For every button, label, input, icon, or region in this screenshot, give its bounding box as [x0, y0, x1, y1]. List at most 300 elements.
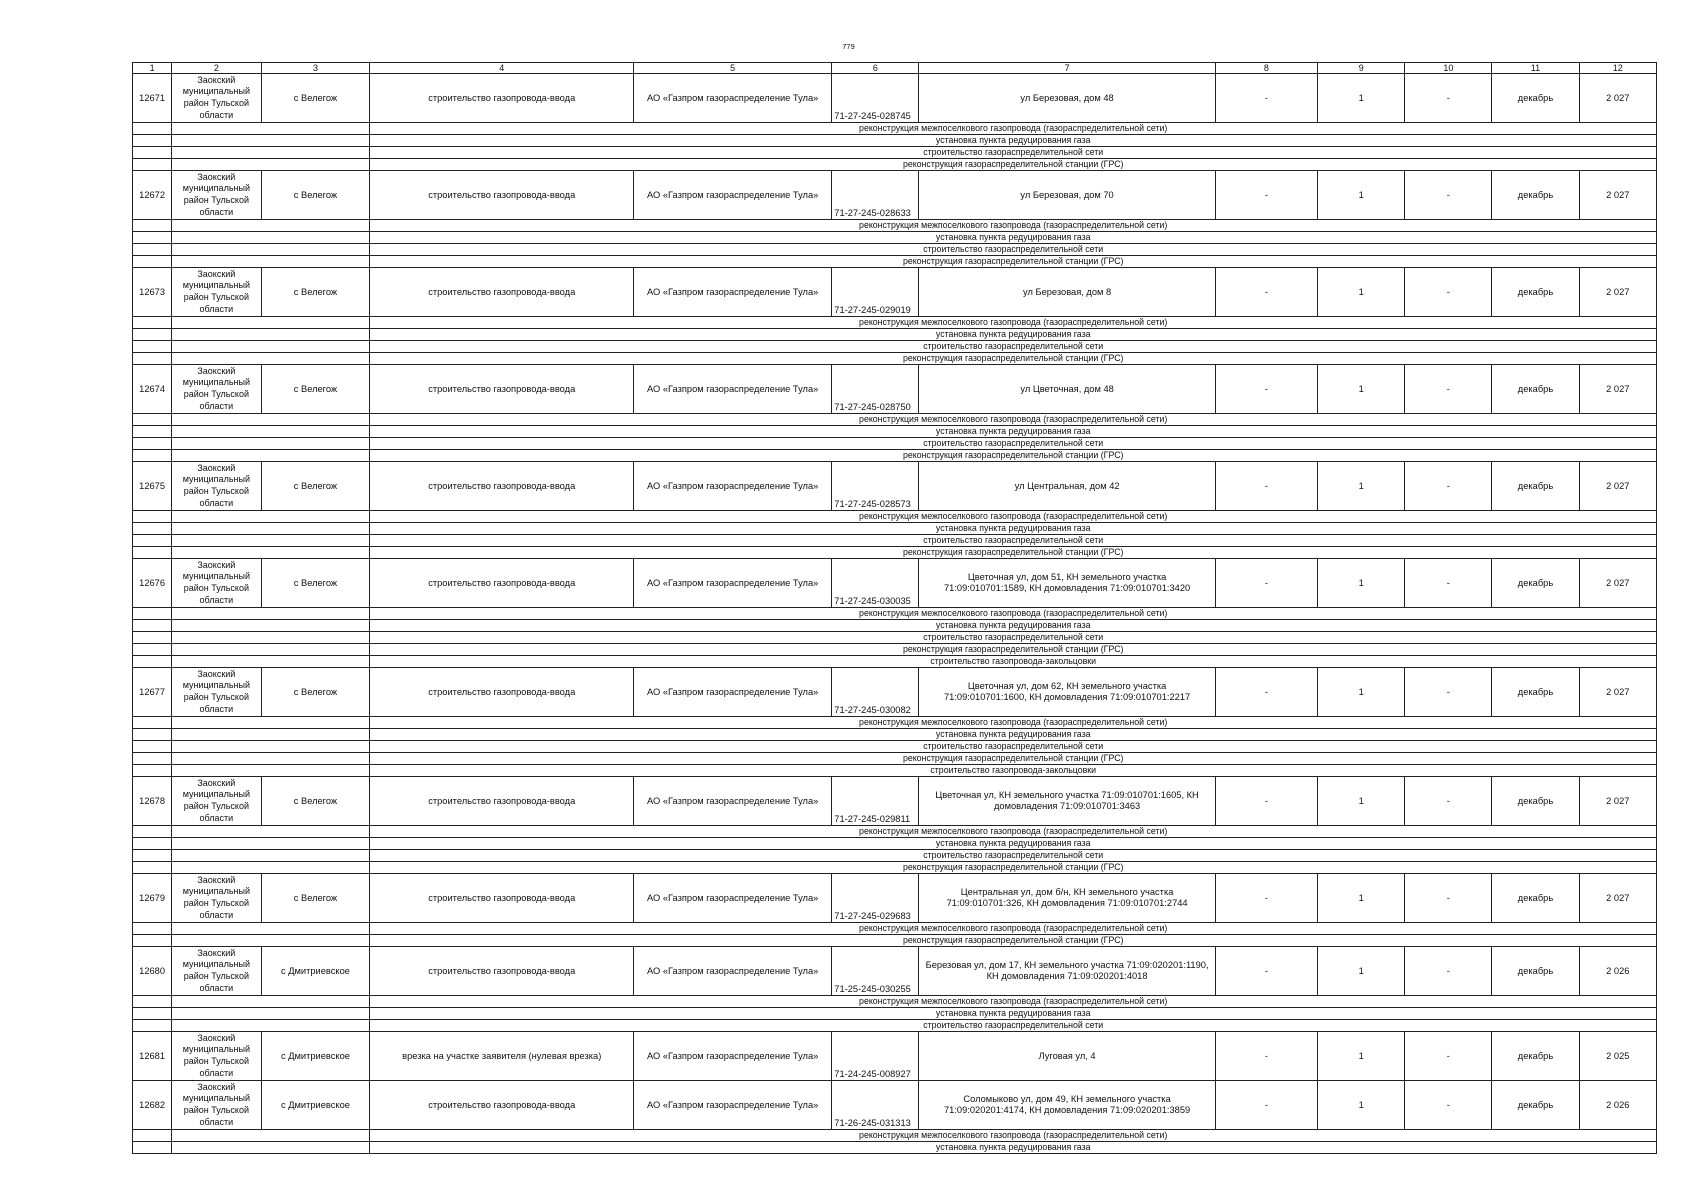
empty-cell	[172, 729, 370, 741]
municipality-cell: Заокский муниципальный район Тульской области	[172, 1081, 261, 1130]
empty-cell	[172, 826, 370, 838]
sub-work-label: реконструкция межпоселкового газопровода (газораспределительной сети)	[370, 317, 1657, 329]
sub-work-row	[133, 850, 1657, 862]
empty-cell	[133, 935, 172, 947]
empty-cell	[172, 353, 370, 365]
sub-work-label: строительство газораспределительной сети	[370, 632, 1657, 644]
year-cell: 2 027	[1579, 559, 1656, 608]
empty-cell	[172, 717, 370, 729]
organization-cell: АО «Газпром газораспределение Тула»	[634, 268, 832, 317]
column-8-cell: -	[1215, 874, 1317, 923]
empty-cell	[133, 1130, 172, 1142]
sub-work-row	[133, 620, 1657, 632]
column-number: 8	[1215, 63, 1317, 74]
empty-cell	[133, 523, 172, 535]
table-row	[133, 1032, 1657, 1081]
object-code-cell: 71-27-245-030082	[832, 668, 919, 717]
empty-cell	[172, 935, 370, 947]
empty-cell	[172, 535, 370, 547]
sub-work-label: реконструкция газораспределительной станции (ГРС)	[370, 159, 1657, 171]
row-number: 12672	[133, 171, 172, 220]
column-9-cell: 1	[1318, 462, 1405, 511]
sub-work-row	[133, 256, 1657, 268]
empty-cell	[172, 232, 370, 244]
column-number: 10	[1405, 63, 1492, 74]
column-9-cell: 1	[1318, 777, 1405, 826]
sub-work-label: строительство газораспределительной сети	[370, 438, 1657, 450]
settlement-cell: с Дмитриевское	[261, 1081, 370, 1130]
row-number: 12675	[133, 462, 172, 511]
empty-cell	[172, 438, 370, 450]
empty-cell	[172, 1008, 370, 1020]
sub-work-label: установка пункта редуцирования газа	[370, 620, 1657, 632]
table-row	[133, 365, 1657, 414]
column-10-cell: -	[1405, 268, 1492, 317]
object-code-cell: 71-27-245-029019	[832, 268, 919, 317]
object-code-cell: 71-27-245-029683	[832, 874, 919, 923]
empty-cell	[133, 414, 172, 426]
empty-cell	[172, 996, 370, 1008]
column-9-cell: 1	[1318, 268, 1405, 317]
address-cell: ул Центральная, дом 42	[919, 462, 1215, 511]
row-number: 12680	[133, 947, 172, 996]
empty-cell	[133, 1008, 172, 1020]
empty-cell	[172, 547, 370, 559]
table-row	[133, 74, 1657, 123]
sub-work-row	[133, 147, 1657, 159]
sub-work-row	[133, 741, 1657, 753]
empty-cell	[172, 850, 370, 862]
settlement-cell: с Велегож	[261, 668, 370, 717]
address-cell: Березовая ул, дом 17, КН земельного участка 71:09:020201:1190, КН домовладения 71:09:020201:4018	[919, 947, 1215, 996]
column-number: 1	[133, 63, 172, 74]
address-cell: ул Березовая, дом 8	[919, 268, 1215, 317]
municipality-cell: Заокский муниципальный район Тульской области	[172, 1032, 261, 1081]
address-cell: Цветочная ул, КН земельного участка 71:09:010701:1605, КН домовладения 71:09:010701:3463	[919, 777, 1215, 826]
year-cell: 2 026	[1579, 1081, 1656, 1130]
column-number: 3	[261, 63, 370, 74]
municipality-cell: Заокский муниципальный район Тульской области	[172, 365, 261, 414]
sub-work-row	[133, 511, 1657, 523]
sub-work-row	[133, 1008, 1657, 1020]
year-cell: 2 027	[1579, 74, 1656, 123]
sub-work-label: реконструкция межпоселкового газопровода (газораспределительной сети)	[370, 414, 1657, 426]
column-number: 6	[832, 63, 919, 74]
sub-work-row	[133, 535, 1657, 547]
year-cell: 2 027	[1579, 171, 1656, 220]
month-cell: декабрь	[1492, 365, 1579, 414]
sub-work-label: реконструкция газораспределительной станции (ГРС)	[370, 450, 1657, 462]
sub-work-label: реконструкция газораспределительной станции (ГРС)	[370, 353, 1657, 365]
settlement-cell: с Велегож	[261, 559, 370, 608]
empty-cell	[172, 341, 370, 353]
empty-cell	[172, 838, 370, 850]
month-cell: декабрь	[1492, 74, 1579, 123]
object-code-cell: 71-27-245-029811	[832, 777, 919, 826]
column-number: 9	[1318, 63, 1405, 74]
column-8-cell: -	[1215, 462, 1317, 511]
sub-work-row	[133, 232, 1657, 244]
organization-cell: АО «Газпром газораспределение Тула»	[634, 171, 832, 220]
sub-work-label: реконструкция межпоселкового газопровода (газораспределительной сети)	[370, 123, 1657, 135]
organization-cell: АО «Газпром газораспределение Тула»	[634, 1081, 832, 1130]
column-9-cell: 1	[1318, 668, 1405, 717]
work-type-cell: строительство газопровода-ввода	[370, 171, 634, 220]
empty-cell	[172, 1020, 370, 1032]
empty-cell	[133, 753, 172, 765]
empty-cell	[133, 135, 172, 147]
sub-work-label: реконструкция газораспределительной станции (ГРС)	[370, 256, 1657, 268]
settlement-cell: с Дмитриевское	[261, 947, 370, 996]
empty-cell	[172, 632, 370, 644]
address-cell: ул Березовая, дом 70	[919, 171, 1215, 220]
sub-work-row	[133, 244, 1657, 256]
sub-work-row	[133, 608, 1657, 620]
column-9-cell: 1	[1318, 1032, 1405, 1081]
empty-cell	[172, 123, 370, 135]
column-number: 12	[1579, 63, 1656, 74]
column-10-cell: -	[1405, 171, 1492, 220]
sub-work-row	[133, 123, 1657, 135]
organization-cell: АО «Газпром газораспределение Тула»	[634, 668, 832, 717]
address-cell: Центральная ул, дом б/н, КН земельного участка 71:09:010701:326, КН домовладения 71:09:010701:2744	[919, 874, 1215, 923]
empty-cell	[172, 765, 370, 777]
column-number: 11	[1492, 63, 1579, 74]
empty-cell	[172, 450, 370, 462]
empty-cell	[133, 923, 172, 935]
empty-cell	[172, 741, 370, 753]
empty-cell	[133, 1142, 172, 1154]
sub-work-label: установка пункта редуцирования газа	[370, 1142, 1657, 1154]
sub-work-label: реконструкция межпоселкового газопровода (газораспределительной сети)	[370, 826, 1657, 838]
column-9-cell: 1	[1318, 1081, 1405, 1130]
empty-cell	[172, 753, 370, 765]
sub-work-label: реконструкция газораспределительной станции (ГРС)	[370, 862, 1657, 874]
sub-work-label: реконструкция газораспределительной станции (ГРС)	[370, 935, 1657, 947]
column-8-cell: -	[1215, 1032, 1317, 1081]
sub-work-row	[133, 644, 1657, 656]
municipality-cell: Заокский муниципальный район Тульской области	[172, 268, 261, 317]
sub-work-label: строительство газораспределительной сети	[370, 741, 1657, 753]
empty-cell	[172, 862, 370, 874]
row-number: 12673	[133, 268, 172, 317]
address-cell: Соломыково ул, дом 49, КН земельного участка 71:09:020201:4174, КН домовладения 71:09:020201:3859	[919, 1081, 1215, 1130]
row-number: 12674	[133, 365, 172, 414]
column-8-cell: -	[1215, 947, 1317, 996]
column-9-cell: 1	[1318, 559, 1405, 608]
sub-work-row	[133, 523, 1657, 535]
sub-work-row	[133, 996, 1657, 1008]
empty-cell	[133, 717, 172, 729]
sub-work-label: строительство газораспределительной сети	[370, 535, 1657, 547]
empty-cell	[172, 317, 370, 329]
empty-cell	[172, 923, 370, 935]
sub-work-label: установка пункта редуцирования газа	[370, 1008, 1657, 1020]
row-number: 12678	[133, 777, 172, 826]
address-cell: Цветочная ул, дом 62, КН земельного участка 71:09:010701:1600, КН домовладения 71:09:010701:2217	[919, 668, 1215, 717]
object-code-cell: 71-26-245-031313	[832, 1081, 919, 1130]
sub-work-row	[133, 838, 1657, 850]
row-number: 12681	[133, 1032, 172, 1081]
table-row	[133, 559, 1657, 608]
month-cell: декабрь	[1492, 171, 1579, 220]
sub-work-label: установка пункта редуцирования газа	[370, 426, 1657, 438]
register-body	[133, 63, 1657, 1154]
year-cell: 2 027	[1579, 777, 1656, 826]
empty-cell	[133, 232, 172, 244]
sub-work-row	[133, 1142, 1657, 1154]
month-cell: декабрь	[1492, 947, 1579, 996]
column-9-cell: 1	[1318, 74, 1405, 123]
table-row	[133, 777, 1657, 826]
sub-work-row	[133, 753, 1657, 765]
row-number: 12682	[133, 1081, 172, 1130]
column-8-cell: -	[1215, 74, 1317, 123]
sub-work-row	[133, 426, 1657, 438]
empty-cell	[133, 620, 172, 632]
year-cell: 2 027	[1579, 668, 1656, 717]
organization-cell: АО «Газпром газораспределение Тула»	[634, 74, 832, 123]
object-code-cell: 71-27-245-030035	[832, 559, 919, 608]
column-9-cell: 1	[1318, 365, 1405, 414]
sub-work-label: реконструкция газораспределительной станции (ГРС)	[370, 547, 1657, 559]
empty-cell	[172, 1142, 370, 1154]
sub-work-row	[133, 862, 1657, 874]
column-8-cell: -	[1215, 777, 1317, 826]
row-number: 12679	[133, 874, 172, 923]
empty-cell	[133, 438, 172, 450]
empty-cell	[172, 329, 370, 341]
column-number: 4	[370, 63, 634, 74]
table-row	[133, 668, 1657, 717]
sub-work-label: реконструкция межпоселкового газопровода (газораспределительной сети)	[370, 1130, 1657, 1142]
column-number: 7	[919, 63, 1215, 74]
object-code-cell: 71-27-245-028745	[832, 74, 919, 123]
sub-work-label: реконструкция газораспределительной станции (ГРС)	[370, 753, 1657, 765]
table-row	[133, 268, 1657, 317]
empty-cell	[133, 511, 172, 523]
empty-cell	[133, 547, 172, 559]
sub-work-row	[133, 341, 1657, 353]
work-type-cell: строительство газопровода-ввода	[370, 777, 634, 826]
empty-cell	[133, 850, 172, 862]
empty-cell	[172, 620, 370, 632]
sub-work-row	[133, 923, 1657, 935]
address-cell: Цветочная ул, дом 51, КН земельного участка 71:09:010701:1589, КН домовладения 71:09:010701:3420	[919, 559, 1215, 608]
settlement-cell: с Дмитриевское	[261, 1032, 370, 1081]
column-10-cell: -	[1405, 1032, 1492, 1081]
sub-work-label: реконструкция межпоселкового газопровода (газораспределительной сети)	[370, 511, 1657, 523]
column-10-cell: -	[1405, 668, 1492, 717]
sub-work-label: строительство газопровода-закольцовки	[370, 765, 1657, 777]
organization-cell: АО «Газпром газораспределение Тула»	[634, 947, 832, 996]
year-cell: 2 027	[1579, 365, 1656, 414]
work-type-cell: строительство газопровода-ввода	[370, 668, 634, 717]
sub-work-row	[133, 414, 1657, 426]
sub-work-row	[133, 1130, 1657, 1142]
empty-cell	[133, 632, 172, 644]
table-row	[133, 1081, 1657, 1130]
work-type-cell: строительство газопровода-ввода	[370, 462, 634, 511]
work-type-cell: строительство газопровода-ввода	[370, 74, 634, 123]
month-cell: декабрь	[1492, 1081, 1579, 1130]
month-cell: декабрь	[1492, 462, 1579, 511]
object-code-cell: 71-25-245-030255	[832, 947, 919, 996]
sub-work-label: установка пункта редуцирования газа	[370, 523, 1657, 535]
empty-cell	[172, 256, 370, 268]
object-code-cell: 71-27-245-028750	[832, 365, 919, 414]
month-cell: декабрь	[1492, 268, 1579, 317]
organization-cell: АО «Газпром газораспределение Тула»	[634, 462, 832, 511]
column-9-cell: 1	[1318, 171, 1405, 220]
sub-work-label: реконструкция межпоселкового газопровода (газораспределительной сети)	[370, 717, 1657, 729]
settlement-cell: с Велегож	[261, 74, 370, 123]
empty-cell	[133, 220, 172, 232]
empty-cell	[133, 838, 172, 850]
column-9-cell: 1	[1318, 874, 1405, 923]
sub-work-label: реконструкция межпоселкового газопровода (газораспределительной сети)	[370, 996, 1657, 1008]
organization-cell: АО «Газпром газораспределение Тула»	[634, 777, 832, 826]
column-number: 5	[634, 63, 832, 74]
object-code-cell: 71-24-245-008927	[832, 1032, 919, 1081]
address-cell: Луговая ул, 4	[919, 1032, 1215, 1081]
sub-work-label: реконструкция газораспределительной станции (ГРС)	[370, 644, 1657, 656]
column-10-cell: -	[1405, 947, 1492, 996]
month-cell: декабрь	[1492, 1032, 1579, 1081]
empty-cell	[172, 608, 370, 620]
table-row	[133, 462, 1657, 511]
year-cell: 2 025	[1579, 1032, 1656, 1081]
empty-cell	[172, 511, 370, 523]
column-8-cell: -	[1215, 559, 1317, 608]
municipality-cell: Заокский муниципальный район Тульской области	[172, 74, 261, 123]
sub-work-row	[133, 135, 1657, 147]
column-number-row	[133, 63, 1657, 74]
sub-work-row	[133, 826, 1657, 838]
column-8-cell: -	[1215, 668, 1317, 717]
column-10-cell: -	[1405, 559, 1492, 608]
column-10-cell: -	[1405, 874, 1492, 923]
settlement-cell: с Велегож	[261, 777, 370, 826]
empty-cell	[133, 862, 172, 874]
sub-work-row	[133, 547, 1657, 559]
sub-work-label: установка пункта редуцирования газа	[370, 838, 1657, 850]
row-number: 12677	[133, 668, 172, 717]
sub-work-label: строительство газопровода-закольцовки	[370, 656, 1657, 668]
column-8-cell: -	[1215, 365, 1317, 414]
sub-work-row	[133, 438, 1657, 450]
row-number: 12671	[133, 74, 172, 123]
sub-work-label: реконструкция межпоселкового газопровода (газораспределительной сети)	[370, 220, 1657, 232]
empty-cell	[133, 329, 172, 341]
sub-work-row	[133, 450, 1657, 462]
table-row	[133, 171, 1657, 220]
sub-work-row	[133, 353, 1657, 365]
month-cell: декабрь	[1492, 874, 1579, 923]
settlement-cell: с Велегож	[261, 874, 370, 923]
column-10-cell: -	[1405, 1081, 1492, 1130]
column-8-cell: -	[1215, 171, 1317, 220]
sub-work-label: реконструкция межпоселкового газопровода (газораспределительной сети)	[370, 608, 1657, 620]
sub-work-row	[133, 717, 1657, 729]
year-cell: 2 027	[1579, 874, 1656, 923]
sub-work-row	[133, 159, 1657, 171]
sub-work-label: строительство газораспределительной сети	[370, 1020, 1657, 1032]
municipality-cell: Заокский муниципальный район Тульской области	[172, 668, 261, 717]
sub-work-row	[133, 656, 1657, 668]
empty-cell	[133, 147, 172, 159]
object-code-cell: 71-27-245-028573	[832, 462, 919, 511]
empty-cell	[133, 656, 172, 668]
work-type-cell: строительство газопровода-ввода	[370, 559, 634, 608]
work-type-cell: строительство газопровода-ввода	[370, 1081, 634, 1130]
empty-cell	[172, 656, 370, 668]
municipality-cell: Заокский муниципальный район Тульской области	[172, 462, 261, 511]
settlement-cell: с Велегож	[261, 171, 370, 220]
municipality-cell: Заокский муниципальный район Тульской области	[172, 559, 261, 608]
empty-cell	[172, 426, 370, 438]
work-type-cell: строительство газопровода-ввода	[370, 947, 634, 996]
organization-cell: АО «Газпром газораспределение Тула»	[634, 1032, 832, 1081]
year-cell: 2 027	[1579, 268, 1656, 317]
year-cell: 2 027	[1579, 462, 1656, 511]
empty-cell	[172, 644, 370, 656]
sub-work-row	[133, 220, 1657, 232]
empty-cell	[133, 1020, 172, 1032]
municipality-cell: Заокский муниципальный район Тульской области	[172, 947, 261, 996]
empty-cell	[172, 135, 370, 147]
empty-cell	[133, 765, 172, 777]
sub-work-label: строительство газораспределительной сети	[370, 244, 1657, 256]
municipality-cell: Заокский муниципальный район Тульской области	[172, 171, 261, 220]
empty-cell	[133, 426, 172, 438]
empty-cell	[133, 159, 172, 171]
empty-cell	[133, 644, 172, 656]
address-cell: ул Березовая, дом 48	[919, 74, 1215, 123]
table-row	[133, 947, 1657, 996]
column-10-cell: -	[1405, 777, 1492, 826]
register-table	[132, 62, 1657, 1154]
empty-cell	[133, 256, 172, 268]
municipality-cell: Заокский муниципальный район Тульской области	[172, 874, 261, 923]
organization-cell: АО «Газпром газораспределение Тула»	[634, 559, 832, 608]
month-cell: декабрь	[1492, 668, 1579, 717]
page-number: 779	[842, 42, 855, 51]
empty-cell	[172, 159, 370, 171]
column-8-cell: -	[1215, 268, 1317, 317]
municipality-cell: Заокский муниципальный район Тульской области	[172, 777, 261, 826]
organization-cell: АО «Газпром газораспределение Тула»	[634, 365, 832, 414]
year-cell: 2 026	[1579, 947, 1656, 996]
empty-cell	[133, 123, 172, 135]
sub-work-label: установка пункта редуцирования газа	[370, 232, 1657, 244]
column-number: 2	[172, 63, 261, 74]
empty-cell	[133, 244, 172, 256]
sub-work-row	[133, 765, 1657, 777]
empty-cell	[172, 147, 370, 159]
sub-work-label: строительство газораспределительной сети	[370, 147, 1657, 159]
sub-work-row	[133, 317, 1657, 329]
empty-cell	[133, 826, 172, 838]
empty-cell	[133, 353, 172, 365]
row-number: 12676	[133, 559, 172, 608]
sub-work-label: установка пункта редуцирования газа	[370, 729, 1657, 741]
work-type-cell: врезка на участке заявителя (нулевая врезка)	[370, 1032, 634, 1081]
table-row	[133, 874, 1657, 923]
sub-work-label: установка пункта редуцирования газа	[370, 329, 1657, 341]
empty-cell	[133, 608, 172, 620]
settlement-cell: с Велегож	[261, 268, 370, 317]
